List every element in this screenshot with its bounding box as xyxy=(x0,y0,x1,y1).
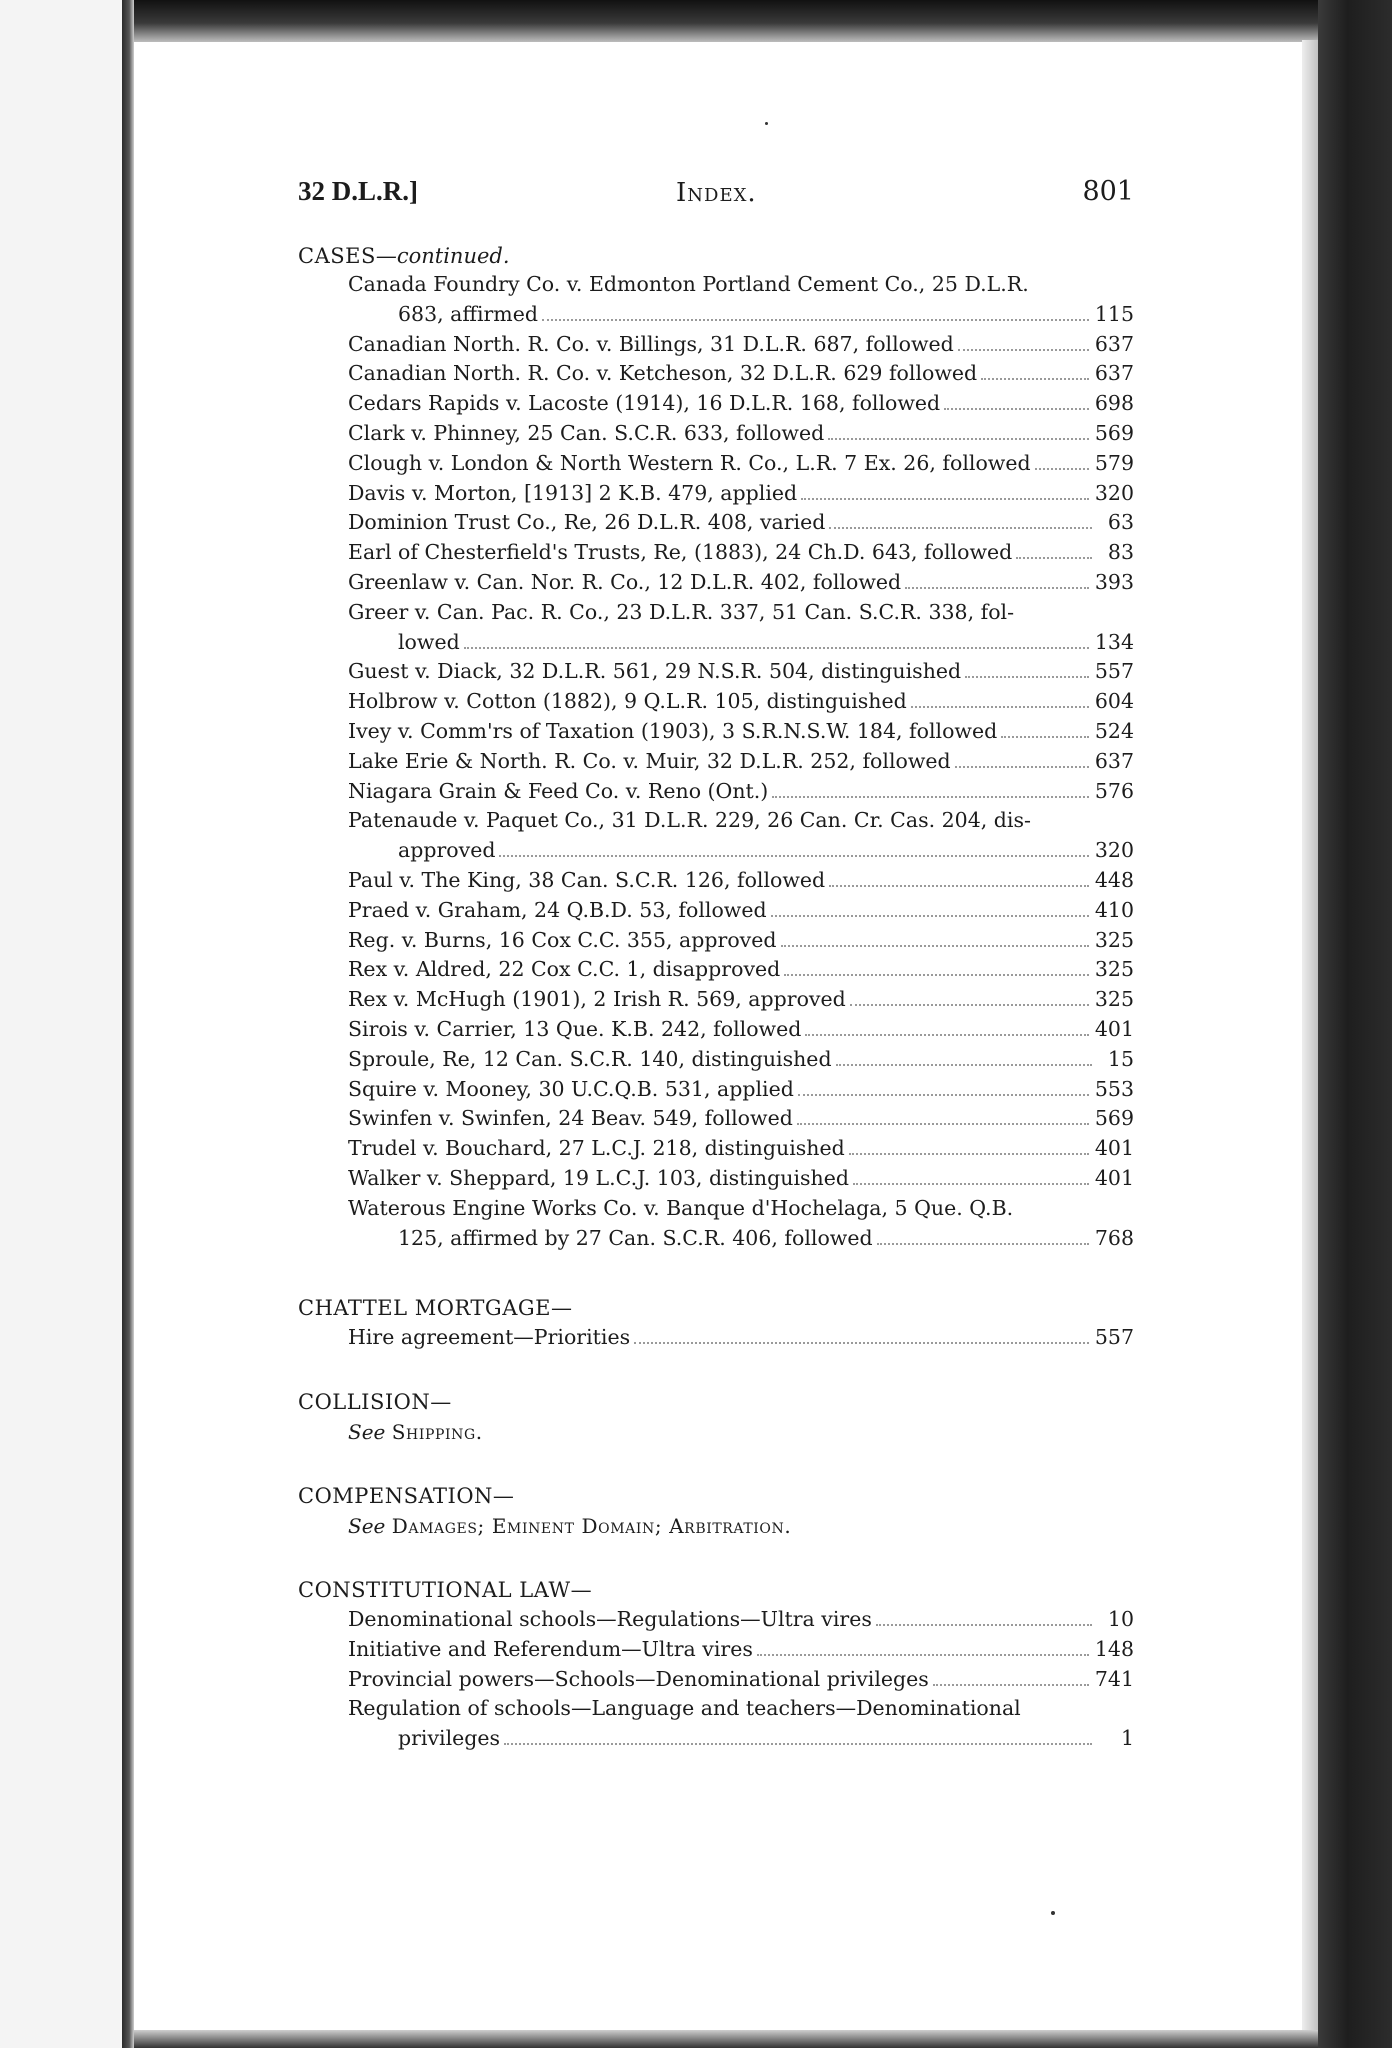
entry-page: 553 xyxy=(1094,1076,1134,1101)
entry-page: 325 xyxy=(1094,957,1134,982)
case-entry xyxy=(348,806,1134,866)
case-entry xyxy=(348,538,1134,568)
leader-dots xyxy=(542,319,1089,321)
entry-continuation: 125, affirmed by 27 Can. S.C.R. 406, followed xyxy=(398,1225,873,1250)
page-number: 801 xyxy=(1082,176,1134,207)
entry-page: 1 xyxy=(1120,1726,1134,1751)
leader-dots xyxy=(772,796,1089,798)
entry-text: Rex v. Aldred, 22 Cox C.C. 1, disapproved xyxy=(348,957,781,982)
leader-dots xyxy=(933,1684,1089,1686)
entry-text: Canadian North. R. Co. v. Ketcheson, 32 D.L.R. 629 followed xyxy=(348,361,978,386)
leader-dots xyxy=(1016,557,1092,559)
entry-page: 576 xyxy=(1094,778,1134,803)
case-entry xyxy=(348,955,1134,985)
leader-dots xyxy=(853,1183,1089,1185)
entry-page: 83 xyxy=(1107,540,1134,565)
bottom-scan-border xyxy=(134,2030,1318,2048)
see-targets: Shipping. xyxy=(391,1420,483,1445)
leader-dots xyxy=(981,378,1089,380)
leader-dots xyxy=(757,1654,1089,1656)
case-entry xyxy=(348,1194,1134,1254)
entry-page: 768 xyxy=(1094,1225,1134,1250)
entry-text: Hire agreement—Priorities xyxy=(348,1325,631,1350)
entry-text: Lake Erie & North. R. Co. v. Muir, 32 D.L.R. 252, followed xyxy=(348,748,951,773)
case-entry xyxy=(348,717,1134,747)
see-label: See xyxy=(348,1514,386,1539)
case-entry xyxy=(348,449,1134,479)
entry-text: Praed v. Graham, 24 Q.B.D. 53, followed xyxy=(348,897,767,922)
running-head xyxy=(298,170,1134,210)
entry-page: 569 xyxy=(1094,420,1134,445)
cases-heading xyxy=(298,244,1134,270)
case-entry xyxy=(348,1045,1134,1075)
case-entry xyxy=(348,866,1134,896)
collision-section xyxy=(298,1387,1134,1447)
entry-first-line: Canada Foundry Co. v. Edmonton Portland Cement Co., 25 D.L.R. xyxy=(348,272,1029,296)
entry-text: Sirois v. Carrier, 13 Que. K.B. 242, followed xyxy=(348,1016,802,1041)
cases-list xyxy=(348,270,1134,1253)
entry-text: Clough v. London & North Western R. Co., L.R. 7 Ex. 26, followed xyxy=(348,450,1031,475)
leader-dots xyxy=(955,766,1089,768)
entry-page: 115 xyxy=(1094,301,1134,326)
compensation-section xyxy=(298,1481,1134,1541)
section-heading: CONSTITUTIONAL LAW— xyxy=(298,1578,593,1603)
entry-first-line: Greer v. Can. Pac. R. Co., 23 D.L.R. 337, 51 Can. S.C.R. 338, fol- xyxy=(348,599,1015,624)
see-reference xyxy=(348,1417,1134,1447)
case-entry xyxy=(348,687,1134,717)
case-entry xyxy=(348,389,1134,419)
entry-page: 401 xyxy=(1094,1136,1134,1161)
entry-first-line: Regulation of schools—Language and teachers—Denominational xyxy=(348,1696,1021,1721)
index-page xyxy=(298,170,1134,1754)
entry-continuation: lowed xyxy=(398,629,460,654)
entry-page: 637 xyxy=(1094,361,1134,386)
section-heading: CHATTEL MORTGAGE— xyxy=(298,1296,573,1321)
entry-continuation: approved xyxy=(398,838,496,863)
entry-page: 637 xyxy=(1094,748,1134,773)
leader-dots xyxy=(801,498,1089,500)
see-targets: Damages; Eminent Domain; Arbitration. xyxy=(391,1514,792,1539)
entry-text: Initiative and Referendum—Ultra vires xyxy=(348,1636,753,1661)
leader-dots xyxy=(464,647,1089,649)
entry-text: Guest v. Diack, 32 D.L.R. 561, 29 N.S.R. 504, distinguished xyxy=(348,659,962,684)
entry-page: 134 xyxy=(1094,629,1134,654)
entry-page: 557 xyxy=(1094,659,1134,684)
page-title: Index. xyxy=(676,178,757,208)
entry-text: Rex v. McHugh (1901), 2 Irish R. 569, approved xyxy=(348,987,846,1012)
entry-page: 637 xyxy=(1094,331,1134,356)
book-cover-edge xyxy=(1318,0,1392,2048)
section-heading: COLLISION— xyxy=(298,1390,452,1415)
leader-dots xyxy=(1001,736,1089,738)
entry-page: 325 xyxy=(1094,927,1134,952)
entry-continuation: privileges xyxy=(398,1726,501,1751)
case-entry xyxy=(348,657,1134,687)
entry-page: 393 xyxy=(1094,569,1134,594)
entry-page: 524 xyxy=(1094,718,1134,743)
case-entry xyxy=(348,926,1134,956)
volume-reference: 32 D.L.R.] xyxy=(298,176,418,206)
entry-text: Earl of Chesterfield's Trusts, Re, (1883), 24 Ch.D. 643, followed xyxy=(348,540,1013,565)
entry-page: 10 xyxy=(1107,1607,1134,1632)
leader-dots xyxy=(828,438,1089,440)
leader-dots xyxy=(849,1153,1089,1155)
leader-dots xyxy=(905,587,1089,589)
entry-page: 741 xyxy=(1094,1666,1134,1691)
index-entry xyxy=(348,1635,1134,1665)
entry-page: 148 xyxy=(1094,1636,1134,1661)
section-heading: COMPENSATION— xyxy=(298,1484,515,1509)
case-entry xyxy=(348,1015,1134,1045)
entry-page: 401 xyxy=(1094,1165,1134,1190)
entry-text: Provincial powers—Schools—Denominational privileges xyxy=(348,1666,929,1691)
leader-dots xyxy=(836,1064,1092,1066)
case-entry xyxy=(348,896,1134,926)
top-scan-border xyxy=(134,0,1324,42)
index-entry xyxy=(348,1605,1134,1635)
leader-dots xyxy=(784,974,1089,976)
continued-label: —continued. xyxy=(375,244,510,268)
entry-page: 320 xyxy=(1094,480,1134,505)
leader-dots xyxy=(850,1004,1089,1006)
scan-speck xyxy=(765,122,768,125)
case-entry xyxy=(348,985,1134,1015)
leader-dots xyxy=(829,885,1089,887)
case-entry xyxy=(348,330,1134,360)
entry-first-line: Waterous Engine Works Co. v. Banque d'Hochelaga, 5 Que. Q.B. xyxy=(348,1195,1014,1220)
entry-page: 401 xyxy=(1094,1016,1134,1041)
entry-page: 557 xyxy=(1094,1325,1134,1350)
entry-text: Trudel v. Bouchard, 27 L.C.J. 218, distinguished xyxy=(348,1136,845,1161)
leader-dots xyxy=(504,1743,1092,1745)
book-spine-shadow xyxy=(122,0,134,2048)
entry-page: 579 xyxy=(1094,450,1134,475)
entry-text: Canadian North. R. Co. v. Billings, 31 D.L.R. 687, followed xyxy=(348,331,954,356)
chattel-mortgage-section xyxy=(298,1293,1134,1353)
entry-page: 604 xyxy=(1094,689,1134,714)
see-reference xyxy=(348,1511,1134,1541)
entry-page: 320 xyxy=(1094,838,1134,863)
entry-text: Swinfen v. Swinfen, 24 Beav. 549, followed xyxy=(348,1106,793,1131)
case-entry xyxy=(348,508,1134,538)
scan-speck xyxy=(1051,1911,1055,1915)
entry-page: 448 xyxy=(1094,867,1134,892)
leader-dots xyxy=(771,915,1089,917)
entry-page: 410 xyxy=(1094,897,1134,922)
entry-text: Greenlaw v. Can. Nor. R. Co., 12 D.L.R. 402, followed xyxy=(348,569,902,594)
case-entry xyxy=(348,1134,1134,1164)
entry-text: Cedars Rapids v. Lacoste (1914), 16 D.L.R. 168, followed xyxy=(348,391,941,416)
entry-text: Paul v. The King, 38 Can. S.C.R. 126, followed xyxy=(348,867,826,892)
leader-dots xyxy=(798,1094,1089,1096)
case-entry xyxy=(348,1075,1134,1105)
leader-dots xyxy=(1035,468,1089,470)
entry-text: Sproule, Re, 12 Can. S.C.R. 140, distinguished xyxy=(348,1046,832,1071)
leader-dots xyxy=(805,1034,1089,1036)
leader-dots xyxy=(944,408,1089,410)
entry-text: Dominion Trust Co., Re, 26 D.L.R. 408, varied xyxy=(348,510,826,535)
case-entry xyxy=(348,1104,1134,1134)
leader-dots xyxy=(876,1624,1092,1626)
entry-text: Niagara Grain & Feed Co. v. Reno (Ont.) xyxy=(348,778,769,803)
entry-page: 15 xyxy=(1107,1046,1134,1071)
leader-dots xyxy=(829,527,1092,529)
case-entry xyxy=(348,270,1134,330)
case-entry xyxy=(348,479,1134,509)
facing-page-edge xyxy=(0,0,130,2048)
case-entry xyxy=(348,1164,1134,1194)
entry-text: Davis v. Morton, [1913] 2 K.B. 479, applied xyxy=(348,480,798,505)
entry-first-line: Patenaude v. Paquet Co., 31 D.L.R. 229, 26 Can. Cr. Cas. 204, dis- xyxy=(348,808,1031,833)
leader-dots xyxy=(797,1123,1089,1125)
case-entry xyxy=(348,568,1134,598)
leader-dots xyxy=(634,1342,1089,1344)
entry-text: Ivey v. Comm'rs of Taxation (1903), 3 S.R.N.S.W. 184, followed xyxy=(348,718,998,743)
entry-text: Walker v. Sheppard, 19 L.C.J. 103, distinguished xyxy=(348,1165,849,1190)
index-entry xyxy=(348,1694,1134,1754)
leader-dots xyxy=(911,706,1089,708)
entry-continuation: 683, affirmed xyxy=(398,301,538,326)
index-entry xyxy=(348,1323,1134,1353)
see-label: See xyxy=(348,1420,386,1445)
index-entry xyxy=(348,1665,1134,1695)
entry-page: 63 xyxy=(1107,510,1134,535)
cases-heading-label: CASES xyxy=(298,244,376,268)
entry-text: Squire v. Mooney, 30 U.C.Q.B. 531, applied xyxy=(348,1076,794,1101)
case-entry xyxy=(348,419,1134,449)
leader-dots xyxy=(499,855,1088,857)
case-entry xyxy=(348,598,1134,658)
entry-page: 569 xyxy=(1094,1106,1134,1131)
leader-dots xyxy=(877,1243,1089,1245)
entry-text: Holbrow v. Cotton (1882), 9 Q.L.R. 105, distinguished xyxy=(348,689,907,714)
leader-dots xyxy=(781,945,1089,947)
entry-text: Reg. v. Burns, 16 Cox C.C. 355, approved xyxy=(348,927,777,952)
case-entry xyxy=(348,359,1134,389)
leader-dots xyxy=(965,676,1089,678)
leader-dots xyxy=(958,349,1089,351)
entry-page: 698 xyxy=(1094,391,1134,416)
constitutional-law-section xyxy=(298,1575,1134,1754)
entry-text: Denominational schools—Regulations—Ultra vires xyxy=(348,1607,872,1632)
entry-page: 325 xyxy=(1094,987,1134,1012)
entry-text: Clark v. Phinney, 25 Can. S.C.R. 633, followed xyxy=(348,420,825,445)
case-entry xyxy=(348,747,1134,777)
case-entry xyxy=(348,777,1134,807)
